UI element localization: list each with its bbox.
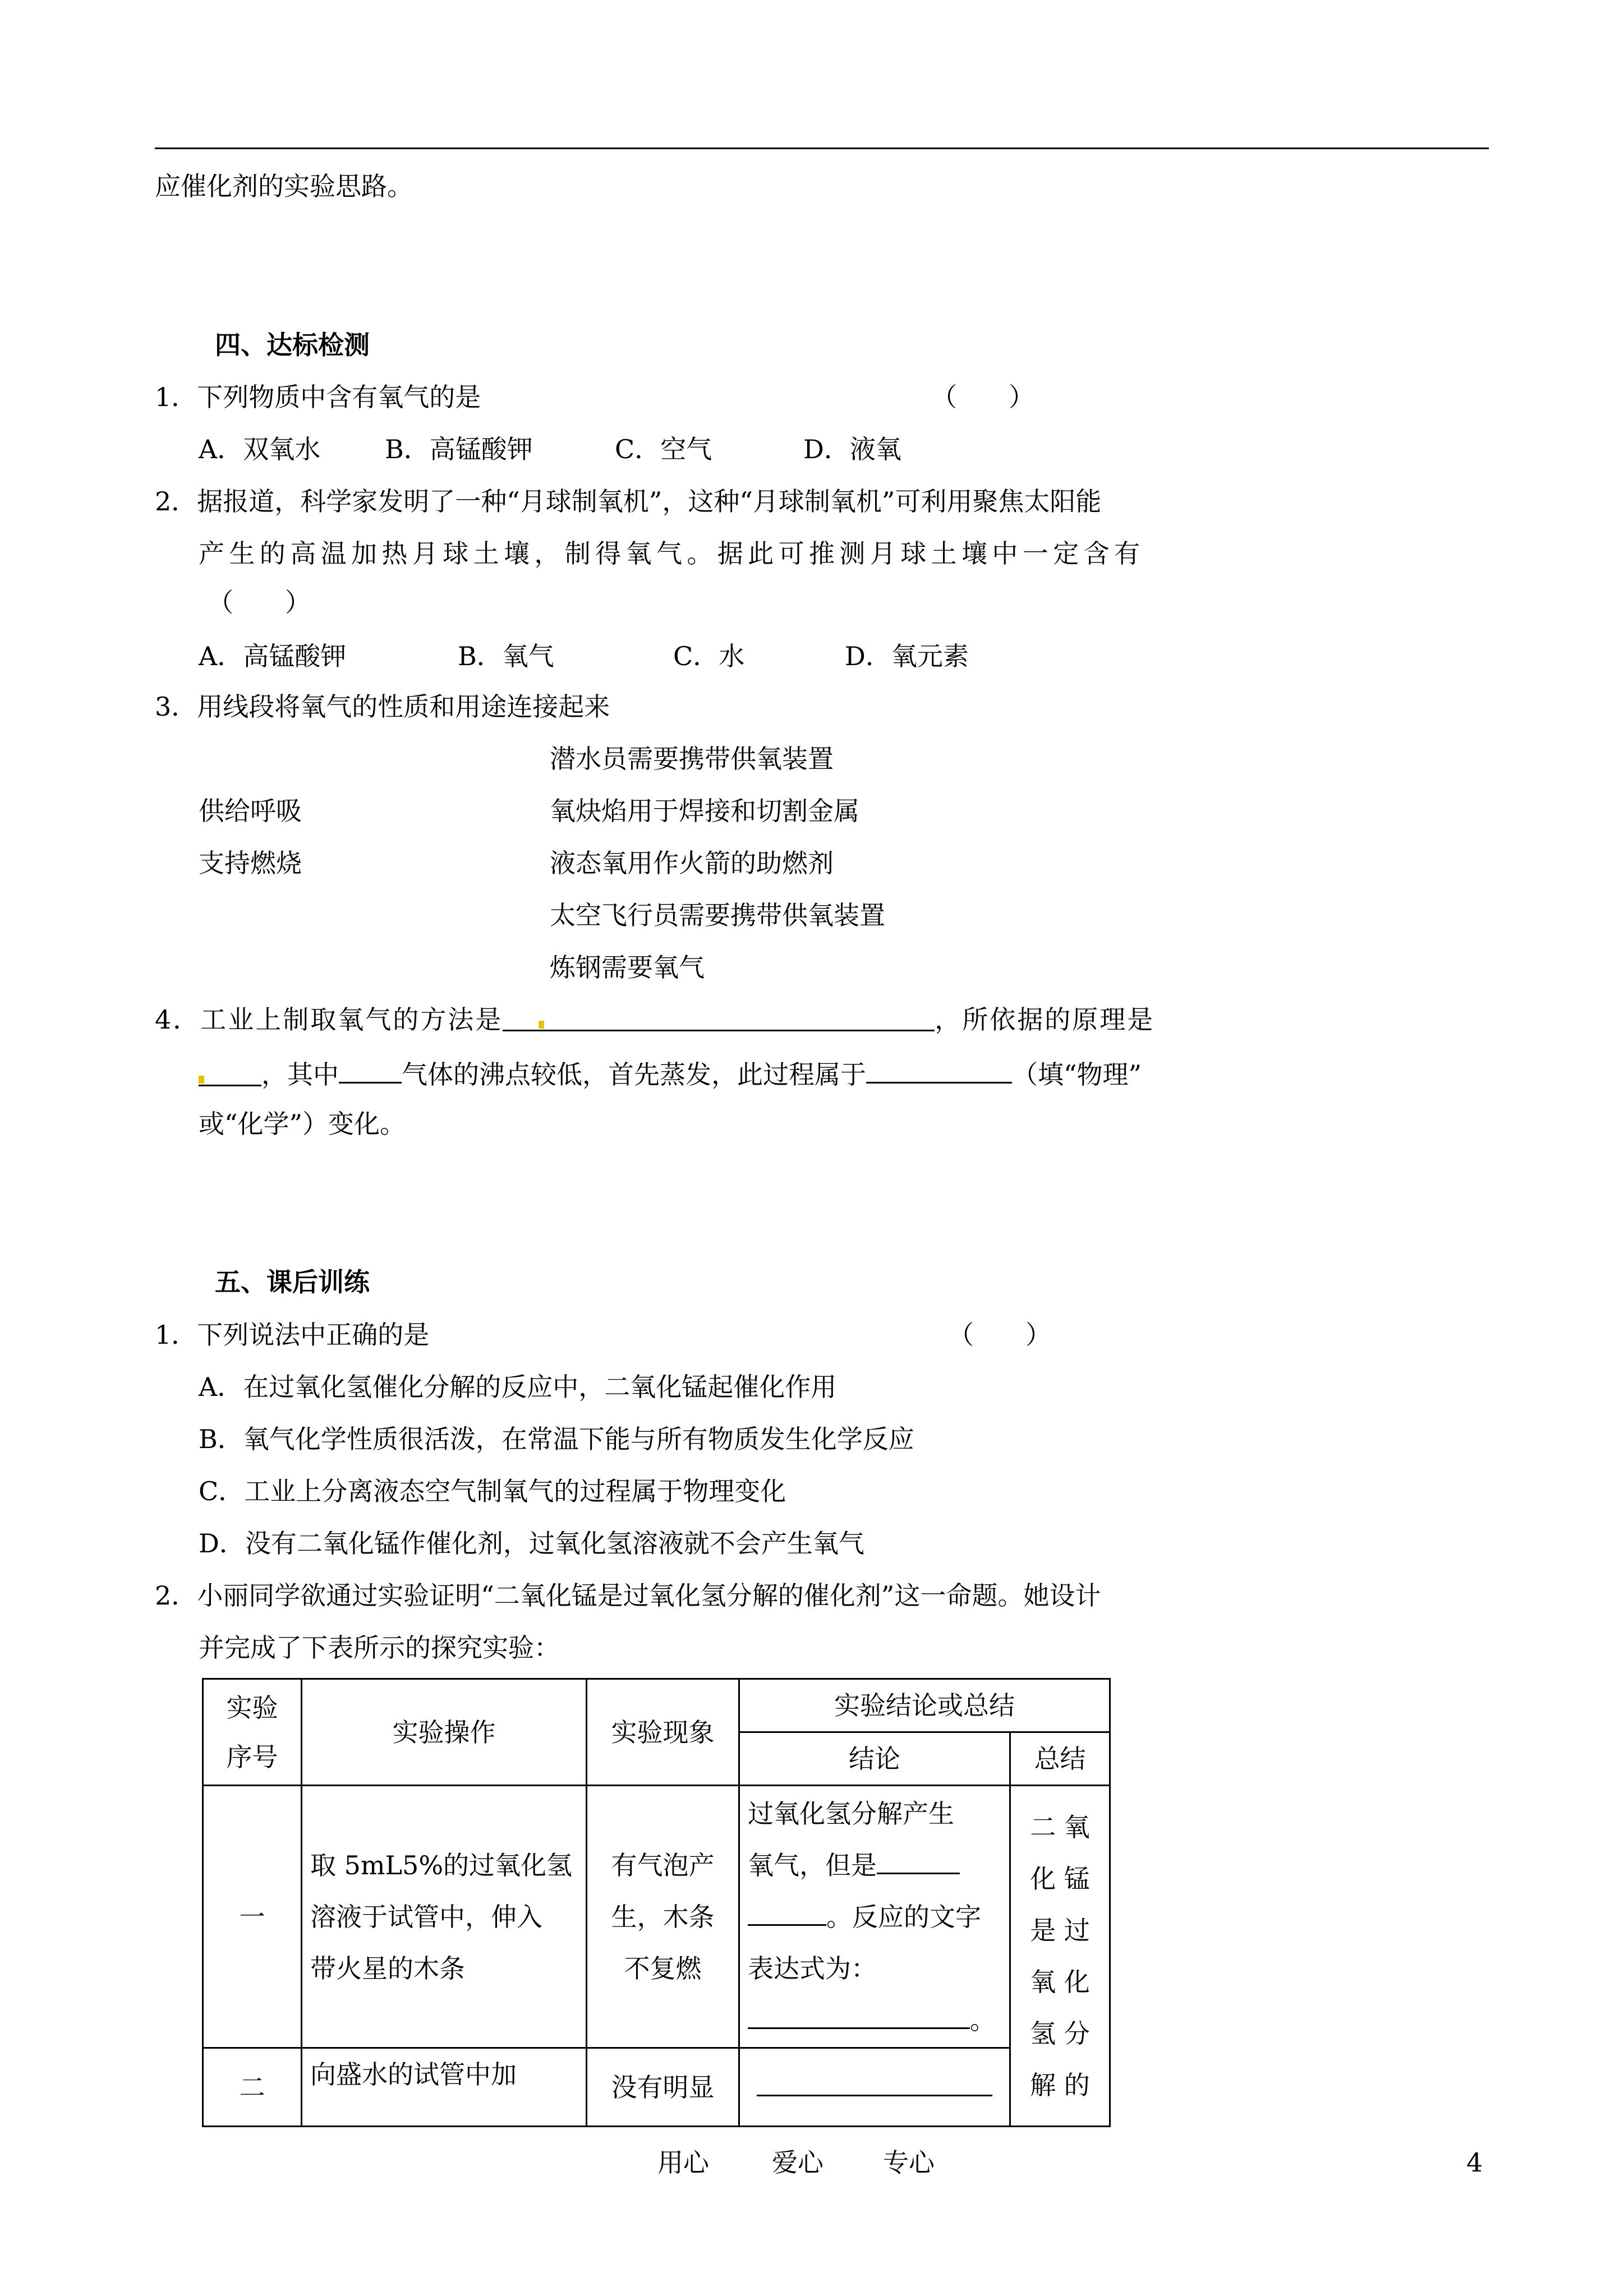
question-text: 据报道，科学家发明了一种“月球制氧机”，这种“月球制氧机”可利用聚焦太阳能 [197,486,1102,517]
question-number: 1． [155,1320,197,1350]
experiment-table [202,1678,1111,2127]
option: C．水 [673,641,745,671]
question-number: 2． [155,1580,197,1611]
header-cell-number: 实验 序号 [203,1679,302,1786]
table-row [203,2048,1110,2127]
stray-mark [539,1021,544,1029]
matching-right-item: 太空飞行员需要携带供氧装置 [550,900,885,930]
question-text: 用线段将氧气的性质和用途连接起来 [197,691,610,722]
header-cell-summary: 总结 [1010,1732,1110,1786]
table-cell: 过氧化氢分解产生 氧气，但是 。反应的文字 表达式为： 。 [739,1786,1010,2048]
question-number: 1． [155,382,197,412]
table-cell: 二 [203,2048,302,2127]
question [155,485,1101,518]
summary-cell: 二 氧 化 锰 是 过 氧 化 氢 分 解 的 [1010,1786,1110,2127]
question [155,690,610,723]
option: C．工业上分离液态空气制氧气的过程属于物理变化 [199,1476,786,1506]
fill-blank [503,1003,935,1031]
matching-right-item: 氧炔焰用于焊接和切割金属 [550,796,859,826]
section-title: 四、达标检测 [215,330,370,360]
footer-text: 用心 [657,2147,709,2178]
footer-text: 爱心 [772,2147,823,2178]
page-number: 4 [1466,2147,1483,2178]
table-cell: 没有明显 [587,2048,739,2127]
header-cell-operation: 实验操作 [302,1679,587,1786]
matching-left-item: 供给呼吸 [199,796,302,826]
question-text: ，所依据的原理是 [935,1004,1155,1035]
option: D．没有二氧化锰作催化剂，过氧化氢溶液就不会产生氧气 [199,1528,864,1559]
option: A．在过氧化氢催化分解的反应中，二氧化锰起催化作用 [199,1372,837,1402]
matching-right-item: 液态氧用作火箭的助燃剂 [550,848,834,878]
option: A．双氧水 [199,434,321,464]
option: D．氧元素 [845,641,969,671]
question-text: 下列说法中正确的是 [197,1320,430,1350]
table-cell: 取 5mL5%的过氧化氢 溶液于试管中，伸入 带火星的木条 [302,1786,587,2048]
table-cell: 有气泡产 生，木条 不复燃 [587,1786,739,2048]
header-cell-conclusion: 实验结论或总结 [739,1679,1110,1732]
answer-paren: （ ） [931,382,1034,412]
continuation-text: 应催化剂的实验思路。 [155,171,413,201]
option: C．空气 [615,434,712,464]
question-number: 2． [155,486,197,517]
question-text: 或“化学”）变化。 [199,1109,406,1139]
fill-blank [866,1055,1012,1084]
answer-paren: （ ） [208,587,311,617]
question [155,1579,1101,1612]
fill-blank [748,1897,826,1926]
fill-blank [748,2000,970,2029]
table-cell [739,2048,1010,2127]
option: B．高锰酸钾 [385,434,533,464]
fill-blank [339,1055,402,1084]
fill-blank [877,1846,960,1874]
fill-blank [199,1058,261,1086]
header-cell-result: 结论 [739,1732,1010,1786]
fill-blank [757,2068,992,2096]
table-row [203,1786,1110,2048]
question-text: 小丽同学欲通过实验证明“二氧化锰是过氧化氢分解的催化剂”这一命题。她设计 [197,1580,1101,1611]
question-text: 工业上制取氧气的方法是 [200,1004,503,1035]
question-number: 3． [155,691,197,722]
option: A．高锰酸钾 [199,641,347,671]
question-number: 4． [155,1004,201,1035]
question-text: 下列物质中含有氧气的是 [197,382,481,412]
section-title: 五、课后训练 [215,1267,370,1297]
question [155,1003,1154,1036]
footer-text: 专心 [883,2147,935,2178]
question-text: 产生的高温加热月球土壤，制得氧气。据此可推测月球土壤中一定含有 [199,538,1145,569]
matching-left-item: 支持燃烧 [199,848,302,878]
header-rule [155,147,1489,149]
answer-paren: （ ） [948,1320,1051,1350]
matching-right-item: 潜水员需要携带供氧装置 [550,744,834,774]
stray-mark [199,1076,204,1084]
option: D．液氧 [803,434,901,464]
question [155,1318,429,1352]
header-cell-phenomenon: 实验现象 [587,1679,739,1786]
question-text: 并完成了下表所示的探究实验： [199,1633,560,1663]
question-text: ，其中 气体的沸点较低，首先蒸发，此过程属于 （填“物理” [199,1055,1142,1091]
table-header-row [203,1679,1110,1732]
table-cell: 一 [203,1786,302,2048]
option: B．氧气化学性质很活泼，在常温下能与所有物质发生化学反应 [199,1424,914,1454]
question [155,380,481,414]
table-cell: 向盛水的试管中加 [302,2048,587,2127]
matching-right-item: 炼钢需要氧气 [550,952,705,983]
option: B．氧气 [458,641,554,671]
